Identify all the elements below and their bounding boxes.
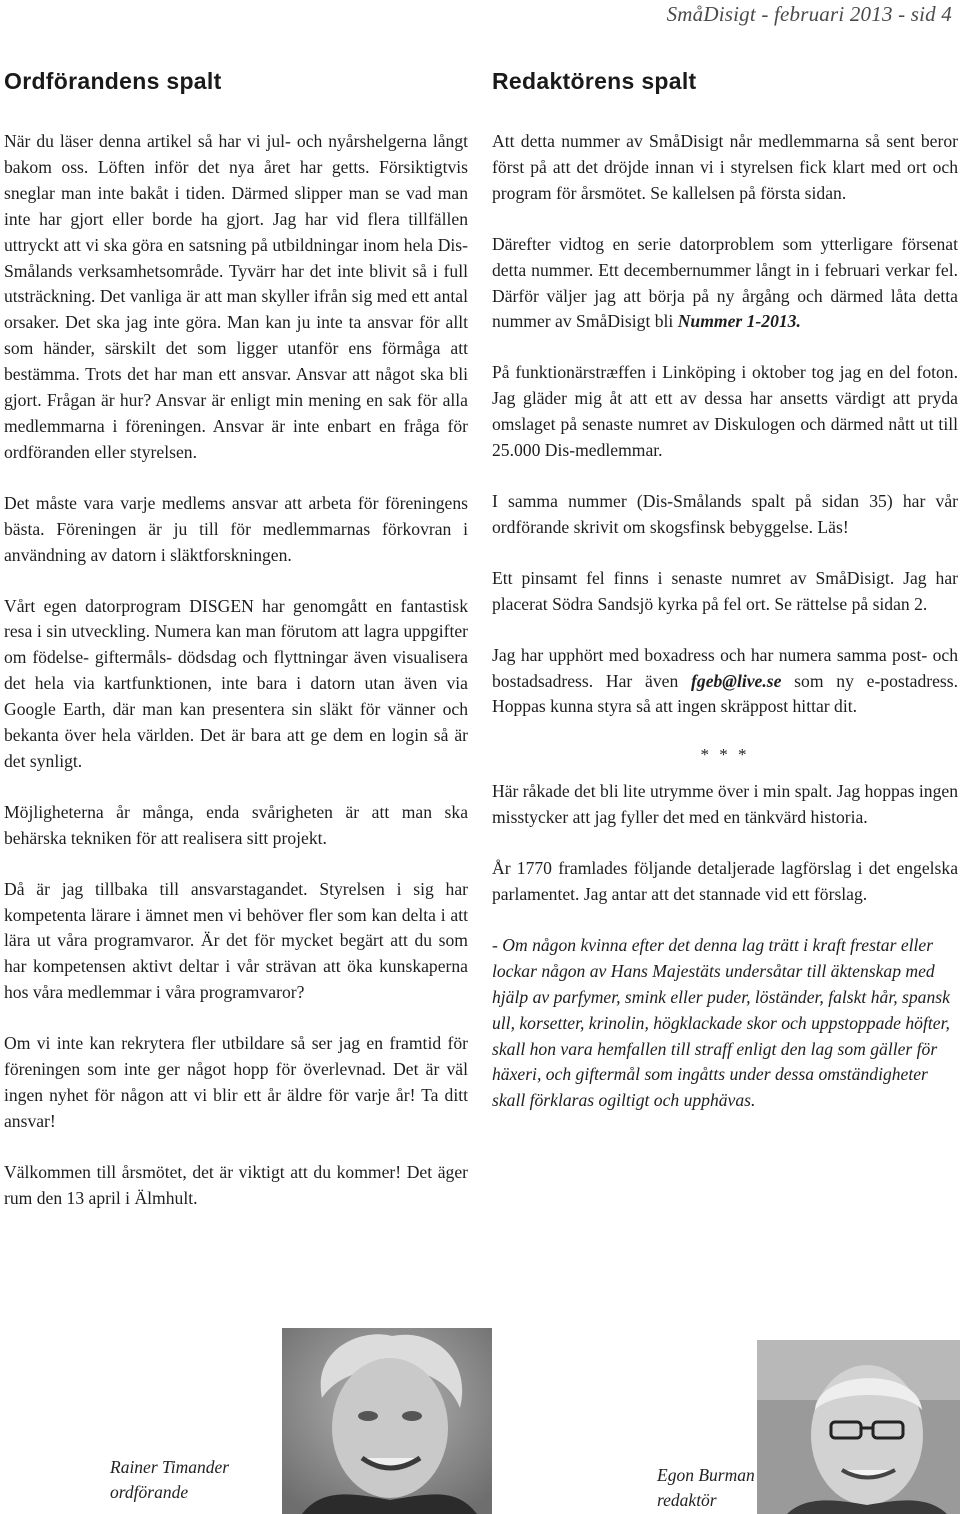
editor-paragraph-5: Ett pinsamt fel finns i senaste numret av SmåDisigt. Jag har placerat Södra Sandsjö kyrka på fel ort. Se rättelse på sidan 2. bbox=[492, 567, 958, 614]
editor-paragraph-4: I samma nummer (Dis-Smålands spalt på sidan 35) har vår ordförande skrivit om skogsfinsk bebyggelse. Läs! bbox=[492, 490, 958, 537]
editor-paragraph-6 bbox=[492, 643, 958, 721]
chairman-column bbox=[4, 60, 468, 1237]
chairman-paragraph-1: När du läser denna artikel så har vi jul- och nyårshelgerna långt bakom oss. Löften inför det nya året har getts. Försiktigtvis sneglar man inte bakåt i tiden. Därmed slipper man se vad man inte har gjort eller borde ha gjort. Jag har vid flera tillfällen uttryckt att vi ska göra en satsning på utbildningar inom hela Dis-Smålands verksamhetsområde. Tyvärr har det inte blivit så i full utsträckning. Det vanliga är att man skyller ifrån sig med ett antal orsaker. Det ska jag inte göra. Man kan ju inte ta ansvar för allt som händer, särskilt det som ligger utanför ens förmåga att bestämma. Trots det har man ett ansvar. Ansvar att något ska bli gjort. Frågan är hur? Ansvar är enligt min mening en sak för alla medlemmarna i föreningen. Ansvar är inte enbart en fråga för ordföranden eller styrelsen. bbox=[4, 131, 468, 462]
section-divider-stars: * * * bbox=[700, 745, 750, 765]
chairman-caption-name: Rainer Timander bbox=[110, 1457, 230, 1477]
chairman-portrait-photo bbox=[282, 1328, 492, 1514]
chairman-paragraph-3: Vårt egen datorprogram DISGEN har genomgått en fantastisk resa i sin utveckling. Numera kan man förutom att lagra uppgifter om födelse- giftermåls- dödsdag och flyttningar även visualisera det hela via kartfunktionen, inte bara i datorn utan även via Google Earth, där man kan presentera sin släkt för vänner och bekanta över hela världen. Det är bara att ge dem en login så är det synligt. bbox=[4, 595, 468, 771]
editor-caption-name: Egon Burman bbox=[657, 1465, 755, 1485]
chairman-heading: Ordförandens spalt bbox=[4, 68, 222, 94]
issue-number: Nummer 1-2013. bbox=[677, 311, 801, 332]
chairman-paragraph-6: Om vi inte kan rekrytera fler utbildare så ser jag en framtid för föreningen som inte ger något hopp för överlevnad. Det är väl ingen nyhet för någon att vi blir ett år äldre för varje år! Ta ditt ansvar! bbox=[4, 1033, 468, 1131]
editor-column bbox=[492, 60, 958, 1139]
editor-caption bbox=[657, 1463, 755, 1513]
editor-paragraph-6-rest: som ny e-postadress. Hoppas kunna styra så att ingen skräppost hittar dit. bbox=[492, 670, 958, 717]
editor-paragraph-2-text: Därefter vidtog en serie datorproblem som ytterligare försenat detta nummer. Ett decembernummer långt in i februari verkar fel. Därför väljer jag att börja på ny årgång och därmed låta detta nummer av SmåDisigt bli bbox=[492, 233, 958, 332]
chairman-caption bbox=[110, 1455, 229, 1505]
editor-caption-role: redaktör bbox=[657, 1490, 717, 1510]
editor-paragraph-1: Att detta nummer av SmåDisigt når medlemmarna så sent beror först på att det dröjde innan vi i styrelsen fick klart med ort och program för årsmötet. Se kallelsen på första sidan. bbox=[492, 131, 958, 203]
chairman-paragraph-7: Välkommen till årsmötet, det är viktigt att du kommer! Det äger rum den 13 april i Älmhult. bbox=[4, 1161, 468, 1208]
chairman-paragraph-5: Då är jag tillbaka till ansvarstagandet. Styrelsen i sig har kompetenta lärare i ämnet men vi behöver fler som kan delta i att lära ut våra programvaror. Är det för mycket begärt att du som har kompetensen aktivt deltar i vår strävan att öka kunskaperna hos våra medlemmar i våra programvaror? bbox=[4, 878, 468, 1003]
editor-paragraph-6-text: Jag har upphört med boxadress och har numera samma post- och bostadsadress. Har även bbox=[492, 644, 958, 691]
page-header: SmåDisigt - februari 2013 - sid 4 bbox=[666, 2, 952, 26]
email-address[interactable]: fgeb@live.se bbox=[691, 670, 782, 691]
editor-paragraph-2 bbox=[492, 232, 958, 336]
chairman-caption-role: ordförande bbox=[110, 1482, 189, 1502]
chairman-paragraph-4: Möjligheterna år många, enda svårigheten är att man ska behärska tekniken för att realisera sitt projekt. bbox=[4, 801, 468, 848]
editor-paragraph-8: År 1770 framlades följande detaljerade lagförslag i det engelska parlamentet. Jag antar att det stannade vid ett förslag. bbox=[492, 858, 958, 905]
chairman-paragraph-2: Det måste vara varje medlems ansvar att arbeta för föreningens bästa. Föreningen är ju till för medlemmarnas förkovran i användning av datorn i släktforskningen. bbox=[4, 492, 468, 565]
historic-law-quote: - Om någon kvinna efter det denna lag trätt i kraft frestar eller lockar någon av Hans Majestäts undersåtar till äktenskap med hjälp av parfymer, smink eller puder, löständer, falskt hår, spansk ull, korsetter, krinolin, högklackade skor och uppstoppade höfter, skall hon vara hemfallen till straff enligt den lag som gäller för häxeri, och giftermål som ingåtts under dessa omständigheter skall förklaras ogiltigt och upphävas. bbox=[492, 934, 950, 1111]
editor-heading: Redaktörens spalt bbox=[492, 68, 697, 94]
editor-paragraph-3: På funktionärstræffen i Linköping i oktober tog jag en del foton. Jag gläder mig åt att ett av dessa har ansetts värdigt att pryda omslaget på senaste numret av Diskulogen och därmed nått ut till 25.000 Dis-medlemmar. bbox=[492, 362, 958, 461]
editor-portrait-photo bbox=[757, 1340, 960, 1514]
editor-paragraph-7: Här råkade det bli lite utrymme över i min spalt. Jag hoppas ingen misstycker att jag fyller det med en tänkvärd historia. bbox=[492, 781, 958, 828]
